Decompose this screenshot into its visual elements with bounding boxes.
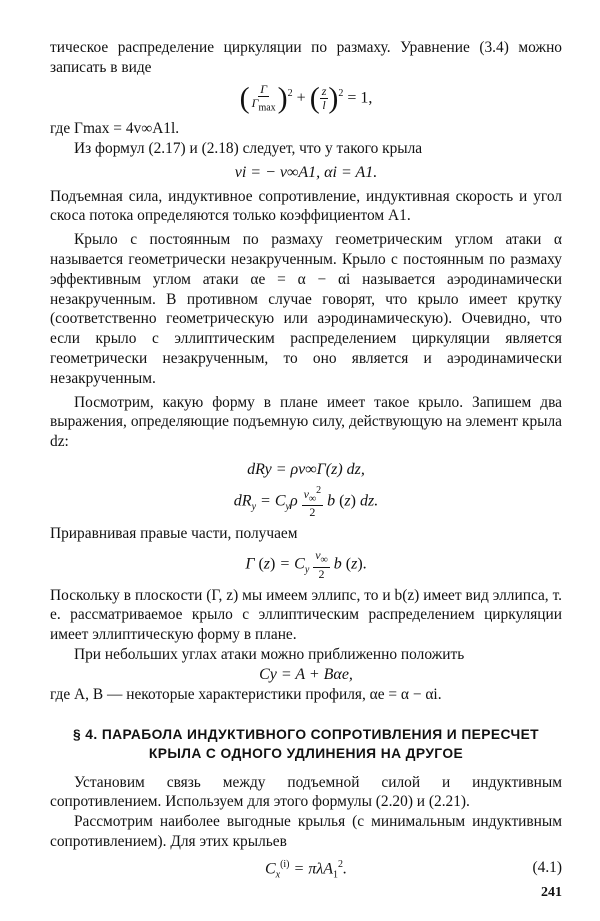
paragraph: где Γmax = 4v∞A1l. <box>50 119 180 137</box>
equation-lift-coefficient: $dR_y = C_y\rho$ $\frac{v_\infty^2}{2}$ b (z) dz. <box>233 484 379 520</box>
paragraph: Подъемная сила, индуктивное сопротивление, индуктивная скорость и угол скоса потока определяются только коэффициентом A1. <box>50 187 562 225</box>
paragraph: Рассмотрим наиболее выгодные крылья (с минимальным индуктивным сопротивлением). Для этих крыльев <box>50 813 562 850</box>
equation-circulation: Γ $(z) = C_y$ $\frac{v_\infty}{2}$ b (z). <box>245 548 367 581</box>
equation-ellipse: ( $\frac{\Gamma}{\Gamma_{max}}$ )$^2$ + ( $\frac{z}{l}$ )$^2$ = 1, <box>239 81 373 115</box>
paragraph: где A, B — некоторые характеристики профиля, αe = α − αi. <box>50 685 442 703</box>
paragraph: Из формул (2.17) и (2.18) следует, что у такого крыла <box>74 139 423 157</box>
paragraph: Установим связь между подъемной силой и индуктивным сопротивлением. Используем для этого формулы (2.20) и (2.21). <box>50 773 562 811</box>
paragraph: Крыло с постоянным по размаху геометрическим углом атаки α называется геометрически незакрученным. Крыло с постоянным по размаху эффективным углом атаки αe = α − αi называется аэродинамически незакрученным. В противном случае говорят, что крыло имеет крутку (соответственно геометрическую или аэродинамическую). Очевидно, что если крыло с эллиптическим распределением циркуляции является геометрически незакрученным, то оно является и аэродинамически незакрученным. <box>50 231 562 387</box>
equation-lift-approx: Cy = A + Bαe, <box>259 665 353 683</box>
equation-induced-velocity: vi = − v∞A1, αi = A1. <box>234 163 378 181</box>
paragraph: Приравнивая правые части, получаем <box>50 525 298 543</box>
equation-induced-drag: $C_x^{(i)} = \pi\lambda A_1^2$. (4.1) <box>264 858 562 881</box>
paragraph: Посмотрим, какую форму в плане имеет такое крыло. Запишем два выражения, определяющие подъемную силу, действующую на элемент крыла dz: <box>50 393 562 451</box>
paragraph: При небольших углах атаки можно приближенно положить <box>74 645 465 663</box>
paragraph: тическое распределение циркуляции по размаху. Уравнение (3.4) можно записать в виде <box>50 39 562 76</box>
paragraph: Поскольку в плоскости (Γ, z) мы имеем эллипс, то и b(z) имеет вид эллипса, т. е. рассматриваемое крыло с эллиптическим распределением циркуляции имеет эллиптическую форму в плане. <box>50 586 562 644</box>
equation-lift-circulation: dRy = ρv∞Γ(z) dz, <box>247 460 365 478</box>
equation-number: (4.1) <box>532 858 562 876</box>
section-heading: § 4. ПАРАБОЛА ИНДУКТИВНОГО СОПРОТИВЛЕНИЯ И ПЕРЕСЧЕТ КРЫЛА С ОДНОГО УДЛИНЕНИЯ НА ДРУГОЕ <box>72 726 539 761</box>
page-body <box>50 38 562 885</box>
page-number: 241 <box>541 885 562 900</box>
